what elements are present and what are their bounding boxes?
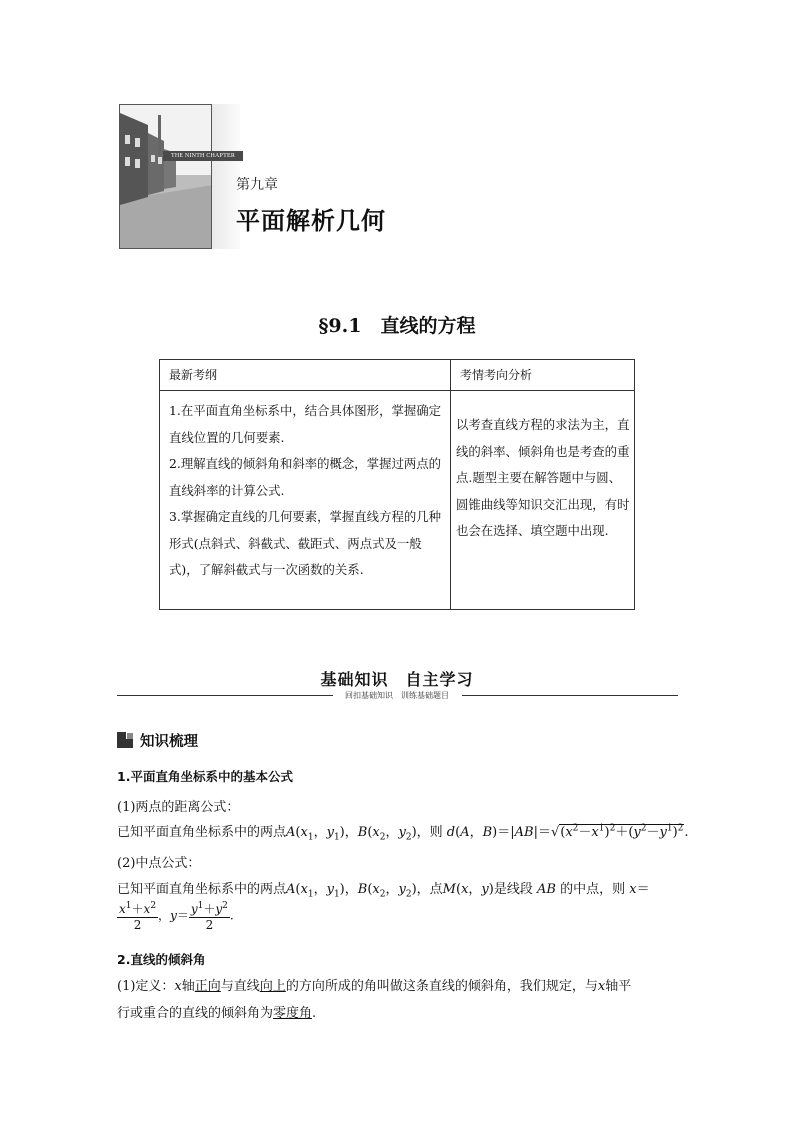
chapter-number: 第九章 — [236, 177, 278, 193]
midpoint-formula: 已知平面直角坐标系中的两点$A(x_1$，$y_1$)，$B(x_2$，$y_2$)，点M(x，y)是线段 AB 的中点，则 x＝ — [117, 882, 650, 900]
syllabus-table — [159, 359, 635, 610]
distance-formula-label: (1)两点的距离公式： — [117, 800, 240, 815]
inclination-definition-cont: 行或重合的直线的倾斜角为零度角. — [117, 1006, 317, 1021]
inclination-definition: (1)定义：x轴正向与直线向上的方向所成的角叫做这条直线的倾斜角，我们规定，与x轴平 — [117, 979, 632, 994]
midpoint-fractions: $\frac{x^1+x^2}{2}$ ，y＝ $\frac{y^1+y^2}{2}$ . — [119, 901, 234, 932]
banner-subtitle: 回扣基础知识 训练基础题目 — [345, 691, 449, 700]
syllabus-item: 1.在平面直角坐标系中，结合具体图形，掌握确定直线位置的几何要素. — [169, 403, 442, 445]
street-photo — [120, 105, 212, 249]
table-header-syllabus: 最新考纲 — [160, 360, 451, 391]
heading-basic-formulas: 1.平面直角坐标系中的基本公式 — [117, 769, 293, 784]
analysis-text: 以考查直线方程的求法为主，直线的斜率、倾斜角也是考查的重点.题型主要在解答题中与圆、圆锥曲线等知识交汇出现，有时也会在选择、填空题中出现. — [456, 417, 630, 538]
table-header-analysis: 考情考向分析 — [451, 360, 634, 391]
midpoint-formula-label: (2)中点公式： — [117, 856, 201, 871]
syllabus-item: 2.理解直线的倾斜角和斜率的概念，掌握过两点的直线斜率的计算公式. — [169, 456, 442, 498]
knowledge-title: 知识梳理 — [140, 734, 198, 750]
syllabus-item: 3.掌握确定直线的几何要素，掌握直线方程的几种形式(点斜式、斜截式、截距式、两点式及一般式)，了解斜截式与一次函数的关系. — [169, 509, 442, 577]
distance-formula: 已知平面直角坐标系中的两点$A(x_1$，$y_1$)，$B(x_2$，$y_2$)，则 d(A，$B)=|AB|=√(x^2-x^1)^2+(y^2-y^1)^2$. — [117, 823, 689, 843]
heading-inclination: 2.直线的倾斜角 — [117, 952, 206, 967]
section-title: §9.1 直线的方程 — [318, 315, 476, 337]
syllabus-items — [160, 391, 451, 609]
chapter-cover-image — [119, 104, 212, 249]
section-banner-title: 基础知识 自主学习 — [320, 670, 474, 689]
chapter-title: 平面解析几何 — [236, 207, 386, 235]
square-block-icon — [117, 732, 133, 748]
chapter-tag: THE NINTH CHAPTER — [163, 151, 243, 161]
